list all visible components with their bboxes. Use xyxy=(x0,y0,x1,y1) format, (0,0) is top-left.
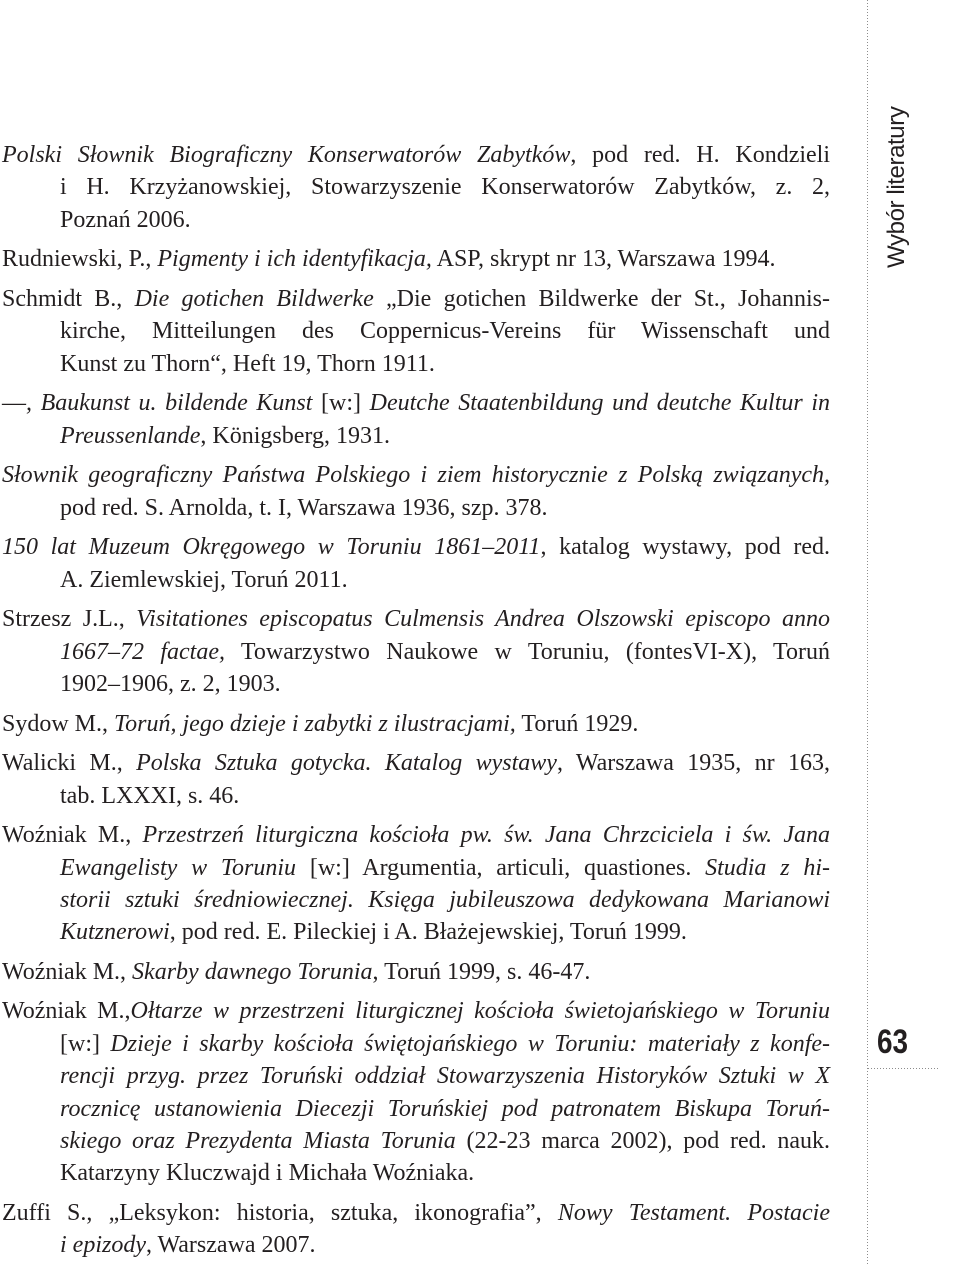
bibliography-entry xyxy=(2,283,830,380)
citation-text: Poznań 2006. xyxy=(60,206,191,233)
citation-text: Woźniak M., xyxy=(2,998,131,1025)
citation-title: Visitationes episcopatus Culmensis Andrea Olszowski episcopo anno xyxy=(136,606,830,633)
citation-text: [w:] xyxy=(60,1030,111,1057)
citation-title: Ołtarze w przestrzeni liturgicznej kościoła świetojańskiego w Toruniu xyxy=(130,998,830,1025)
entry-line xyxy=(60,420,830,452)
bibliography-entry xyxy=(2,708,830,740)
citation-title: rocznicę ustanowienia Diecezji Toruńskiej pod patronatem Biskupa Toruń- xyxy=(60,1095,830,1122)
entry-line xyxy=(60,171,830,203)
citation-text: Sydow M., xyxy=(2,710,115,737)
citation-title: Die gotichen Bildwerke xyxy=(134,285,374,312)
citation-text: [w:] xyxy=(312,390,370,417)
entry-line xyxy=(2,708,830,740)
entry-line xyxy=(2,603,830,635)
citation-text: i H. Krzyżanowskiej, Stowarzyszenie Konserwatorów Zabytków, z. 2, xyxy=(60,174,830,201)
citation-text: Walicki M., xyxy=(2,750,137,777)
citation-text: Toruń 1929. xyxy=(515,710,639,737)
citation-title: Studia z hi- xyxy=(705,854,830,881)
citation-title: Polski Słownik Biograficzny Konserwatorów Zabytków xyxy=(2,142,571,168)
entry-line xyxy=(2,459,830,491)
citation-text: A. Ziemlewskiej, Toruń 2011. xyxy=(60,566,348,593)
citation-text: , pod red. E. Pileckiej i A. Błażejewskiej, Toruń 1999. xyxy=(169,919,687,946)
entry-line xyxy=(2,139,830,171)
citation-title: Polska Sztuka gotycka. Katalog wystawy xyxy=(136,750,557,777)
citation-title: Skarby dawnego Torunia xyxy=(132,958,373,985)
citation-title: 1667–72 factae, xyxy=(60,638,225,665)
entry-line xyxy=(2,747,830,779)
entry-line xyxy=(2,387,830,419)
entry-line xyxy=(2,995,830,1027)
entry-line xyxy=(2,1197,830,1229)
citation-text: (22-23 marca 2002), pod red. nauk. xyxy=(455,1128,831,1154)
entry-line xyxy=(60,668,830,700)
entry-line xyxy=(60,564,830,596)
citation-text: kirche, Mitteilungen des Coppernicus-Vereins für Wissenschaft und xyxy=(60,318,830,345)
margin-dotted-rule xyxy=(867,0,868,1266)
citation-text: Woźniak M., xyxy=(2,958,133,985)
entry-line xyxy=(60,916,830,948)
citation-text: Woźniak M., xyxy=(2,822,143,849)
citation-title: storii sztuki średniowiecznej. Księga jubileuszowa dedykowana Marianowi xyxy=(60,886,830,913)
citation-text: , Warszawa 2007. xyxy=(145,1232,316,1259)
citation-title: Słownik geograficzny Państwa Polskiego i ziem historycznie z Polską związanych, xyxy=(2,462,830,489)
citation-title: Przestrzeń liturgiczna kościoła pw. św. Jana Chrzciciela i św. Jana xyxy=(142,822,831,849)
citation-title: Deutche Staatenbildung und deutche Kultur in xyxy=(369,390,830,417)
entry-line xyxy=(2,283,830,315)
page-number: 63 xyxy=(877,1023,909,1061)
citation-text: ASP, skrypt nr 13, Warszawa 1994. xyxy=(431,246,776,273)
citation-text: Zuffi S., „Leksykon: historia, sztuka, ikonografia”, xyxy=(2,1199,558,1226)
entry-line xyxy=(60,1093,830,1125)
page-number-dotted-rule xyxy=(868,1068,940,1069)
citation-title: Preussenlande xyxy=(60,422,201,449)
entry-line xyxy=(60,1028,830,1060)
bibliography-entry xyxy=(2,747,830,812)
citation-title: 150 lat Muzeum Okręgowego w Toruniu 1861–2011 xyxy=(2,534,541,561)
entry-line xyxy=(2,531,830,563)
entry-line xyxy=(60,1060,830,1092)
citation-title: Dzieje i skarby kościoła świętojańskiego w Toruniu: materiały z konfe- xyxy=(110,1030,831,1057)
bibliography-entry xyxy=(2,819,830,949)
bibliography-list xyxy=(2,139,830,1262)
entry-line xyxy=(60,315,830,347)
citation-text: 1902–1906, z. 2, 1903. xyxy=(60,670,281,697)
bibliography-entry xyxy=(2,139,830,236)
bibliography-entry xyxy=(2,531,830,596)
bibliography-entry xyxy=(2,387,830,452)
entry-line xyxy=(2,819,830,851)
citation-text: Towarzystwo Naukowe w Toruniu, (fontesVI-X), Toruń xyxy=(225,638,831,665)
bibliography-entry xyxy=(2,1197,830,1262)
entry-line xyxy=(60,636,830,668)
bibliography-entry xyxy=(2,243,830,275)
citation-text: — xyxy=(2,390,26,417)
entry-line xyxy=(2,956,830,988)
citation-text: Kunst zu Thorn“, Heft 19, Thorn 1911. xyxy=(60,350,435,377)
entry-line xyxy=(60,1229,830,1261)
citation-title: skiego oraz Prezydenta Miasta Torunia xyxy=(60,1128,456,1154)
entry-line xyxy=(60,852,830,884)
entry-line xyxy=(60,204,830,236)
section-title: Wybór literatury xyxy=(883,106,910,268)
citation-title: Pigmenty i ich identyfikacja, xyxy=(157,246,432,273)
citation-text: Katarzyny Kluczwajd i Michała Woźniaka. xyxy=(60,1160,475,1187)
citation-title: Nowy Testament. Postacie xyxy=(557,1199,831,1226)
bibliography-entry xyxy=(2,459,830,524)
entry-line xyxy=(60,884,830,916)
citation-text: , pod red. H. Kondzieli xyxy=(570,142,830,168)
citation-title: Toruń, jego dzieje i zabytki z ilustracjami, xyxy=(114,710,516,737)
citation-text: , katalog wystawy, pod red. xyxy=(540,534,830,561)
citation-text: , Toruń 1999, s. 46-47. xyxy=(372,958,591,985)
citation-title: i epizody xyxy=(60,1232,146,1259)
citation-text: , Warszawa 1935, nr 163, xyxy=(556,750,831,777)
entry-line xyxy=(60,1157,830,1189)
bibliography-entry xyxy=(2,995,830,1189)
citation-title: Kutznerowi xyxy=(60,919,170,946)
citation-text: pod red. S. Arnolda, t. I, Warszawa 1936, szp. 378. xyxy=(60,494,548,521)
citation-text: Strzesz J.L., xyxy=(2,606,137,633)
citation-text: „Die gotichen Bildwerke der St., Johannis- xyxy=(373,285,830,312)
citation-title: rencji przyg. przez Toruński oddział Stowarzyszenia Historyków Sztuki w X xyxy=(60,1063,830,1090)
bibliography-entry xyxy=(2,603,830,700)
citation-text: , Königsberg, 1931. xyxy=(200,422,390,449)
entry-line xyxy=(2,243,830,275)
citation-text: Rudniewski, P., xyxy=(2,246,158,273)
entry-line xyxy=(60,780,830,812)
citation-title: , Baukunst u. bildende Kunst xyxy=(26,390,313,417)
entry-line xyxy=(60,348,830,380)
entry-line xyxy=(60,492,830,524)
citation-text: Schmidt B., xyxy=(2,285,135,312)
bibliography-entry xyxy=(2,956,830,988)
entry-line xyxy=(60,1125,830,1157)
citation-title: Ewangelisty w Toruniu xyxy=(60,854,297,881)
citation-text: [w:] Argumentia, articuli, quastiones. xyxy=(296,854,706,881)
citation-text: tab. LXXXI, s. 46. xyxy=(60,782,240,809)
